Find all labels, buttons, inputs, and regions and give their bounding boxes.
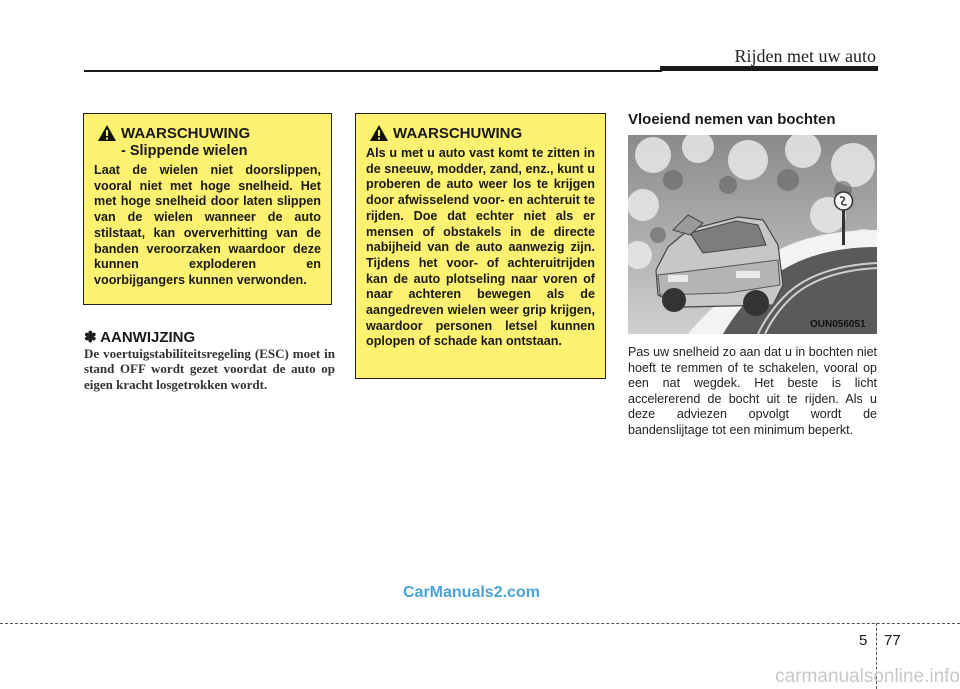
- warning-box-stuck-vehicle: [355, 113, 606, 379]
- note-text: De voertuigstabiliteitsregeling (ESC) moet in stand OFF wordt gezet voordat de auto op eigen kracht losgetrokken wordt.: [84, 346, 335, 392]
- page-header-title: Rijden met uw auto: [734, 46, 876, 66]
- warning-heading-row: [94, 124, 321, 142]
- warning-text: Als u met u auto vast komt te zitten in de sneeuw, modder, zand, enz., kunt u proberen de auto weer los te krijgen door afwisselend voor- en achteruit te rijden. Doe dat echter niet als er mensen of obstakels in de directe nabijheid van de auto aanwezig zijn. Tijdens het voor- of achteruitrijden kan de auto plotseling naar voren of naar achteren bewegen als de aangedreven wielen weer grip krijgen, waardoor personen letsel kunnen oplopen of schade kan ontstaan.: [366, 146, 595, 349]
- page-number: 77: [884, 632, 901, 649]
- image-code: OUN056051: [810, 319, 866, 330]
- header-rule-thick: [660, 66, 878, 71]
- warning-triangle-icon: [369, 124, 389, 142]
- warning-triangle-icon: [97, 124, 117, 142]
- warning-heading: WAARSCHUWING: [393, 124, 523, 142]
- footer-site-watermark: carmanualsonline.info: [775, 666, 960, 687]
- warning-box-slipping-wheels: [83, 113, 332, 305]
- car-on-curved-road-illustration: [628, 135, 877, 334]
- warning-heading-row: [366, 124, 595, 142]
- chapter-number: 5: [859, 632, 868, 649]
- footer-rule: [0, 623, 960, 624]
- warning-text: Laat de wielen niet doorslippen, vooral niet met hoge snelheid. Het met hoge snelheid door laten slippen van de wielen wanneer de auto stilstaat, kan oververhitting van de banden veroorzaken waardoor deze kunnen exploderen en voorbijgangers kunnen verwonden.: [94, 163, 321, 287]
- warning-subheading: - Slippende wielen: [121, 143, 248, 159]
- header-rule: [84, 70, 662, 72]
- watermark-text: CarManuals2.com: [403, 584, 540, 601]
- section-title: Vloeiend nemen van bochten: [628, 111, 836, 128]
- section-body-text: Pas uw snelheid zo aan dat u in bochten niet hoeft te remmen of te schakelen, vooral op een nat wegdek. Het beste is licht accelererend de bocht uit te rijden. Als u deze adviezen opvolgt wordt de bandenslijtage tot een minimum beperkt.: [628, 345, 877, 437]
- note-heading: ✽ AANWIJZING: [84, 329, 196, 346]
- warning-heading: WAARSCHUWING: [121, 124, 251, 142]
